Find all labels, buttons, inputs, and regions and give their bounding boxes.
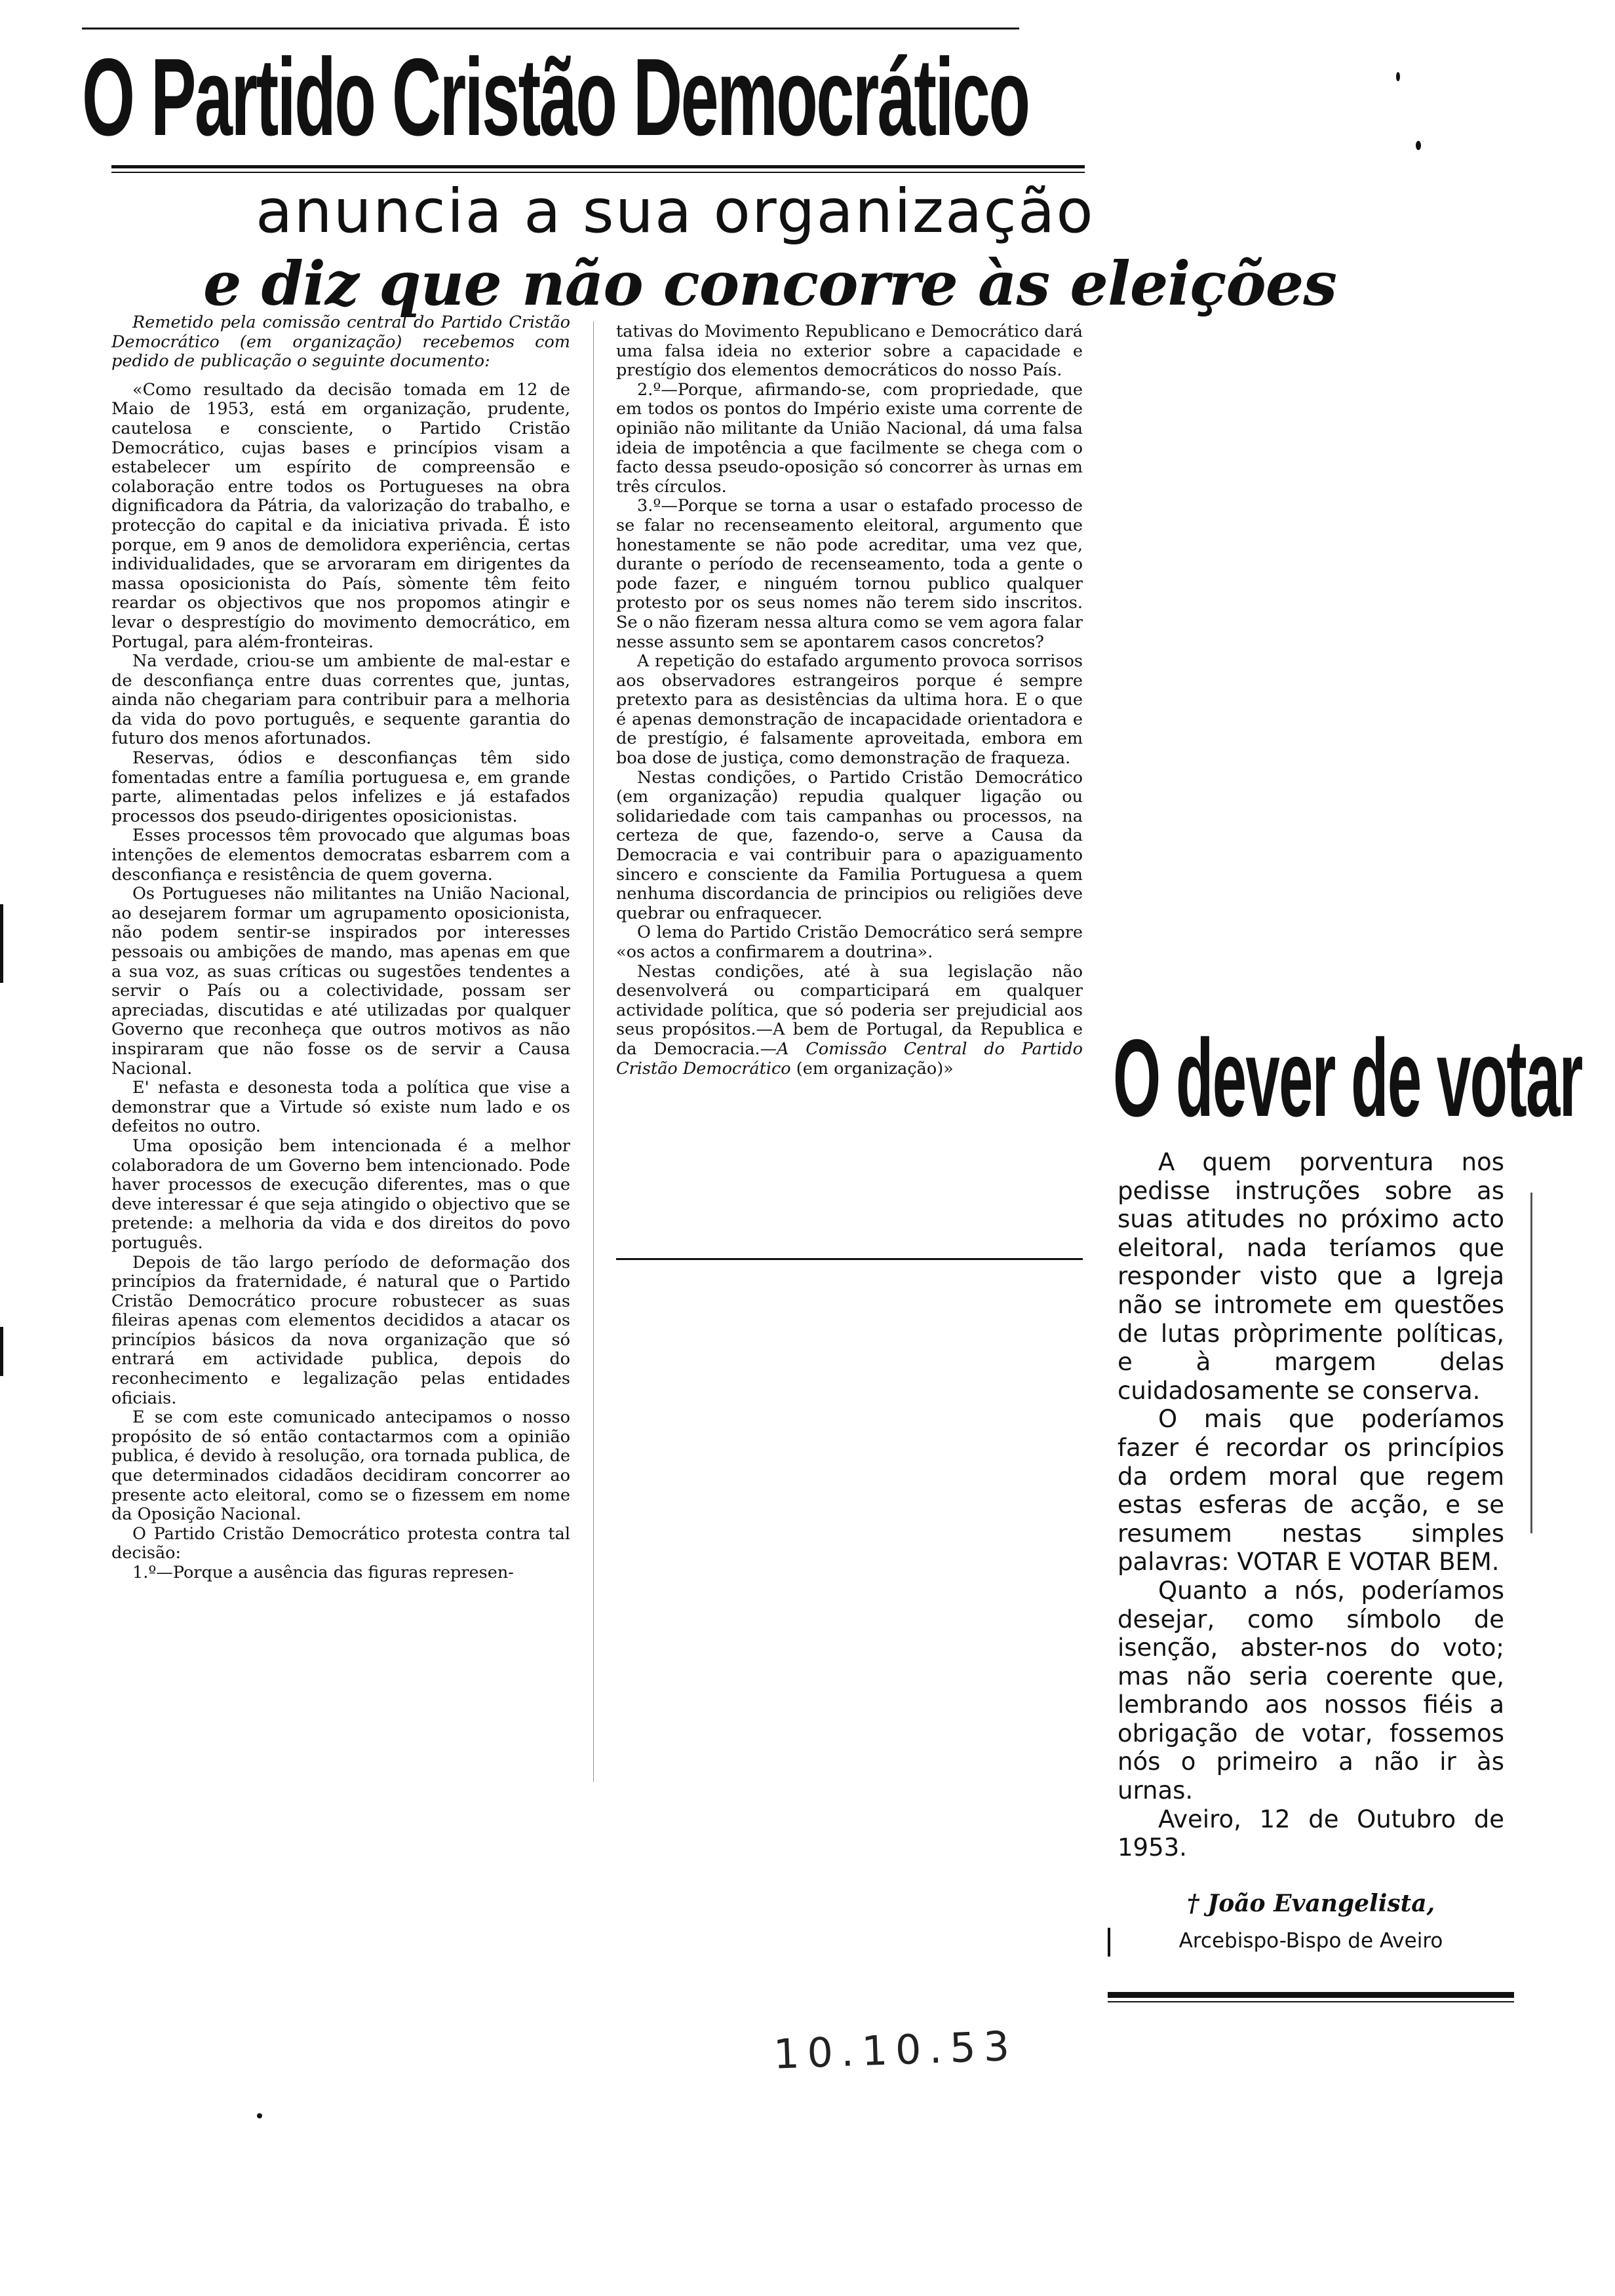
- article-paragraph: Depois de tão largo período de deformação dos princípios da fraternidade, é natural que o Partido Cristão Democrático procure robustecer as suas fileiras apenas com elementos decididos a atacar os princípios básicos da nova organização que só entrará em actividade publica, depois do reconhecimento e legalização pelas entidades oficiais.: [111, 1252, 570, 1408]
- article-paragraph: [616, 963, 1083, 1079]
- sidebar-title: O dever de votar: [1113, 1016, 1582, 1139]
- sidebar-paragraph: A quem porventura nos pedisse instruções sobre as suas atitudes no próximo acto eleitoral, nada teríamos que responder visto que a Igreja não se intromete em questões de lutas pròprimente políticas, e à margem delas cuidadosamente se conserva.: [1118, 1148, 1504, 1405]
- article-paragraph: Uma oposição bem intencionada é a melhor colaboradora de um Governo bem intencionado. Pode haver processos de execução diferentes, mas o que deve interessar é que seja atingido o objectivo que se pretende: a melhoria da vida e dos direitos do povo português.: [111, 1136, 570, 1253]
- sidebar-signature: † João Evangelista,: [1186, 1890, 1435, 1917]
- article-paragraph: E se com este comunicado antecipamos o nosso propósito de só então contactarmos com a opinião publica, é devido à resolução, ora tornada publica, de que determinados cidadãos decidiram concorrer ao presente acto eleitoral, como se o fizessem em nome da Oposição Nacional.: [111, 1407, 570, 1525]
- article-column-1: [111, 313, 570, 1583]
- scan-edge-mark: [0, 1327, 3, 1376]
- article-intro: Remetido pela comissão central do Partido Cristão Democrático (em organização) recebemos com pedido de publicação o seguinte documento:: [111, 313, 570, 372]
- sidebar-bottom-rule: [1108, 1992, 1514, 1998]
- sidebar-left-mark: [1108, 1928, 1110, 1957]
- subheadline-1: anuncia a sua organização: [256, 176, 1095, 246]
- scan-speck: [1396, 72, 1400, 81]
- article-paragraph: Reservas, ódios e desconfianças têm sido fomentadas entre a família portuguesa e, em grande parte, alimentadas pelos infelizes e já estafados processos dos pseudo-dirigentes oposicionistas.: [111, 748, 570, 826]
- top-rule: [82, 28, 1019, 29]
- article-paragraph: Os Portugueses não militantes na União Nacional, ao desejarem formar um agrupamento oposicionista, não podem sentir-se inspirados por interesses pessoais ou ambições de mando, mas apenas em que a sua voz, as suas críticas ou sugestões tendentes a servir o País ou a colectividade, possam ser apreciadas, discutidas e até utilizadas por qualquer Governo que reconheça que outros motivos as não inspiraram que não fosse os de servir a Causa Nacional.: [111, 884, 570, 1079]
- scan-speck: [1416, 141, 1421, 150]
- article-paragraph: A repetição do estafado argumento provoca sorrisos aos observadores estrangeiros porque é sempre pretexto para as desistências da ultima hora. E o que é apenas demonstração de incapacidade orientadora e de prestígio, é falsamente aproveitada, embora em boa dose de justiça, como demonstração de fraqueza.: [616, 651, 1083, 769]
- article-paragraph: Nestas condições, o Partido Cristão Democrático (em organização) repudia qualquer ligação ou solidariedade com tais campanhas ou processos, na certeza de que, fazendo-o, serve a Causa da Democracia e vai contribuir para o apaziguamento sincero e consciente da Familia Portuguesa a quem nenhuma discordancia de principios ou religiões deve quebrar ou enfraquecer.: [616, 767, 1083, 923]
- article-paragraph: 1.º—Porque a ausência das figuras represen-: [132, 1563, 514, 1582]
- article-end-rule: [616, 1258, 1083, 1260]
- sidebar-role: Arcebispo-Bispo de Aveiro: [1178, 1929, 1443, 1953]
- headline: O Partido Cristão Democrático: [82, 35, 1029, 159]
- article-paragraph-text: Nestas condições, até à sua legislação não desenvolverá ou comparticipará em qualquer actividade política, que só poderia ser prejudicial aos seus propósitos.—A bem de Portugal, da Republica e da Democracia.: [616, 961, 1083, 1059]
- scan-speck: [257, 2113, 262, 2118]
- article-paragraph: O lema do Partido Cristão Democrático será sempre «os actos a confirmarem a doutrina».: [616, 923, 1083, 962]
- article-paragraph: 3.º—Porque se torna a usar o estafado processo de se falar no recenseamento eleitoral, argumento que honestamente se não pode acreditar, uma vez que, durante o período de recenseamento, toda a gente o pode fazer, e ninguém tornou publico qualquer protesto por os seus nomes não terem sido inscritos. Se o não fizeram nessa altura como se vem agora falar nesse assunto sem se apontarem casos concretos?: [616, 496, 1083, 652]
- article-paragraph: Na verdade, criou-se um ambiente de mal-estar e de desconfiança entre duas correntes que, juntas, ainda não chegariam para contribuir para a melhoria da vida do povo português, e sequente garantia do futuro dos menos afortunados.: [111, 651, 570, 749]
- article-signature-tail: (em organização)»: [796, 1058, 954, 1079]
- article-paragraph: Esses processos têm provocado que algumas boas intenções de elementos democratas esbarrem com a desconfiança e resistência de quem governa.: [111, 826, 570, 885]
- article-paragraph: E' nefasta e desonesta toda a política que vise a demonstrar que a Virtude só existe num lado e os defeitos no outro.: [111, 1078, 570, 1137]
- sidebar-bottom-rule-thin: [1108, 2001, 1514, 2002]
- article-paragraph: tativas do Movimento Republicano e Democrático dará uma falsa ideia no exterior sobre a capacidade e prestígio dos elementos democráticos do nosso País.: [616, 322, 1083, 381]
- sidebar-paragraph: Quanto a nós, poderíamos desejar, como símbolo de isenção, abster-nos do voto; mas não seria coerente que, lembrando aos nossos fiéis a obrigação de votar, fossemos nós o primeiro a não ir às urnas.: [1118, 1576, 1504, 1805]
- headline-underline-2: [111, 172, 1085, 173]
- subheadline-2: e diz que não concorre às eleições: [203, 248, 1337, 319]
- headline-underline: [111, 165, 1085, 168]
- sidebar-text: [1118, 1148, 1504, 1862]
- sidebar-paragraph: O mais que poderíamos fazer é recordar os princípios da ordem moral que regem estas esferas de acção, e se resumem nestas simples palavras: VOTAR E VOTAR BEM.: [1118, 1405, 1504, 1577]
- sidebar-right-edge: [1530, 1193, 1532, 1533]
- article-column-2: [616, 322, 1083, 1079]
- handwritten-date: 10.10.53: [772, 2021, 1019, 2078]
- column-divider: [593, 321, 594, 1782]
- article-paragraph: O Partido Cristão Democrático protesta contra tal decisão:: [111, 1523, 570, 1563]
- article-signature: —A Comissão Central do Partido Cristão Democrático: [616, 1039, 1083, 1079]
- article-paragraph: 2.º—Porque, afirmando-se, com propriedade, que em todos os pontos do Império existe uma corrente de opinião não militante da União Nacional, dá uma falsa ideia de impotência a que facilmente se chega com o facto dessa pseudo-oposição só concorrer às urnas em três círculos.: [616, 379, 1083, 497]
- sidebar-paragraph: Aveiro, 12 de Outubro de 1953.: [1118, 1805, 1504, 1862]
- article-paragraph: «Como resultado da decisão tomada em 12 de Maio de 1953, está em organização, prudente, cautelosa e consciente, o Partido Cristão Democrático, cujas bases e princípios visam a estabelecer um espírito de compreensão e colaboração entre todos os Portugueses na obra dignificadora da Pátria, da valorização do trabalho, e protecção do capital e da iniciativa privada. É isto porque, em 9 anos de demolidora experiência, certas individualidades, que se arvoraram em dirigentes da massa oposicionista do País, sòmente têm feito reardar os objectivos que nos propomos atingir e levar o desprestígio do movimento democrático, em Portugal, para além-fronteiras.: [111, 379, 570, 652]
- scan-edge-mark: [0, 904, 3, 983]
